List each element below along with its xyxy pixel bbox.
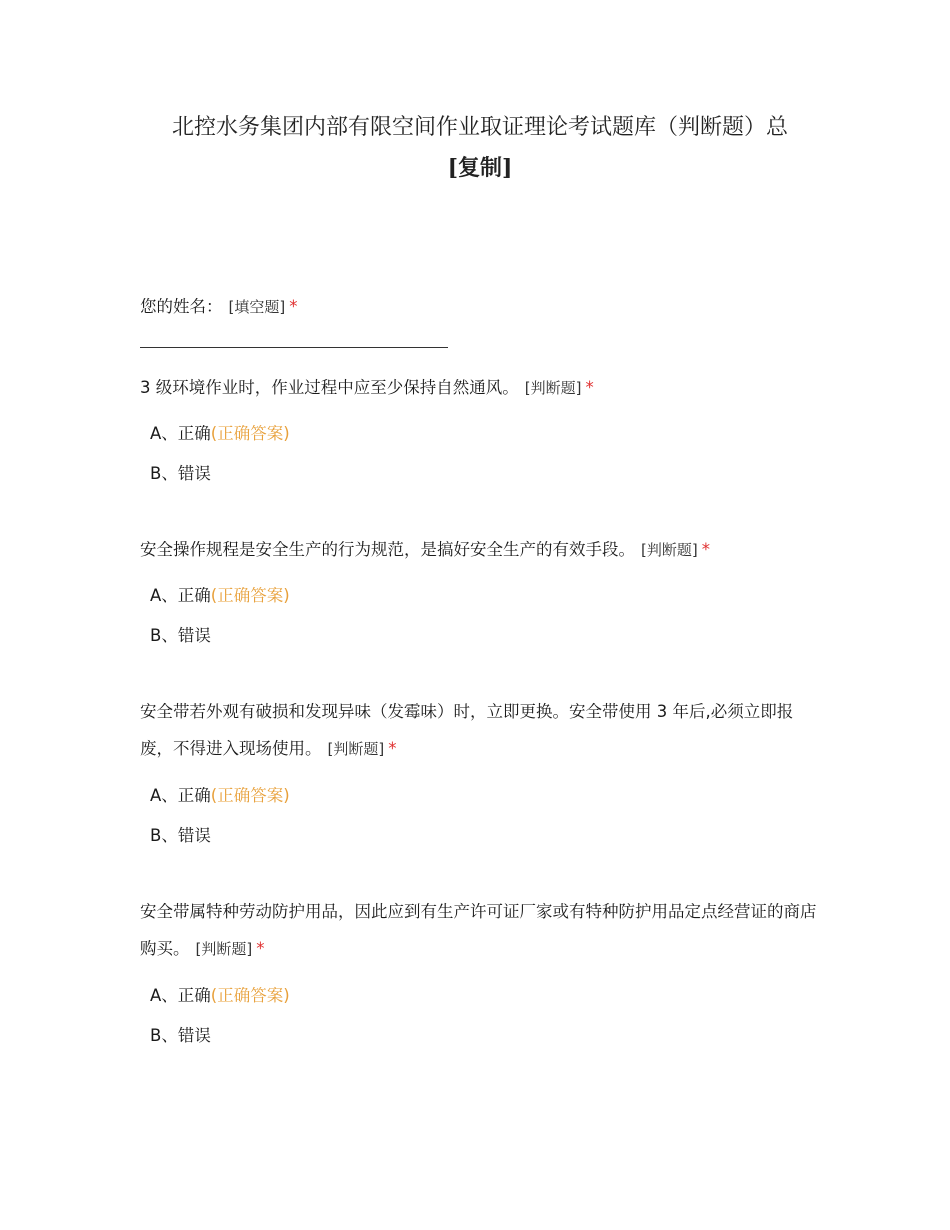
required-mark: * bbox=[256, 939, 265, 958]
option-label: B、错误 bbox=[150, 1026, 211, 1045]
question-type-tag: [判断题] bbox=[641, 541, 698, 559]
required-mark: * bbox=[585, 378, 594, 397]
correct-answer-note: (正确答案) bbox=[210, 986, 290, 1005]
option-label: A、正确 bbox=[150, 986, 211, 1005]
question-3 bbox=[140, 693, 820, 768]
question-text: 安全带若外观有破损和发现异味（发霉味）时，立即更换。安全带使用 3 年后,必须立即报废，不得进入现场使用。 bbox=[140, 702, 794, 758]
title-suffix: [复制] bbox=[447, 155, 513, 181]
option-a[interactable] bbox=[150, 784, 290, 808]
option-label: B、错误 bbox=[150, 626, 211, 645]
correct-answer-note: (正确答案) bbox=[210, 424, 290, 443]
question-1 bbox=[140, 369, 820, 407]
question-type-tag: [判断题] bbox=[327, 740, 385, 758]
title-main: 北控水务集团内部有限空间作业取证理论考试题库（判断题）总 bbox=[171, 115, 788, 140]
name-question bbox=[140, 288, 820, 326]
correct-answer-note: (正确答案) bbox=[210, 586, 290, 605]
correct-answer-note: (正确答案) bbox=[210, 786, 290, 805]
option-label: A、正确 bbox=[150, 786, 211, 805]
option-b[interactable] bbox=[150, 624, 211, 648]
option-b[interactable] bbox=[150, 824, 211, 848]
question-text: 安全操作规程是安全生产的行为规范，是搞好安全生产的有效手段。 bbox=[140, 540, 635, 559]
question-2 bbox=[140, 531, 820, 569]
option-label: B、错误 bbox=[150, 464, 211, 483]
question-text: 3 级环境作业时，作业过程中应至少保持自然通风。 bbox=[140, 378, 519, 397]
question-type-tag: [判断题] bbox=[524, 379, 582, 397]
option-b[interactable] bbox=[150, 462, 211, 486]
option-label: A、正确 bbox=[150, 586, 211, 605]
question-type-tag: [填空题] bbox=[228, 298, 286, 316]
question-type-tag: [判断题] bbox=[195, 940, 253, 958]
question-text: 您的姓名： bbox=[140, 297, 223, 316]
name-answer-blank[interactable] bbox=[140, 347, 448, 348]
option-label: A、正确 bbox=[150, 424, 211, 443]
option-label: B、错误 bbox=[150, 826, 211, 845]
required-mark: * bbox=[289, 297, 298, 316]
option-a[interactable] bbox=[150, 984, 290, 1008]
page-title bbox=[160, 108, 800, 189]
question-text: 安全带属特种劳动防护用品，因此应到有生产许可证厂家或有特种防护用品定点经营证的商店购买。 bbox=[140, 902, 817, 958]
option-b[interactable] bbox=[150, 1024, 211, 1048]
required-mark: * bbox=[701, 540, 710, 559]
option-a[interactable] bbox=[150, 584, 290, 608]
question-4 bbox=[140, 893, 820, 968]
required-mark: * bbox=[388, 739, 397, 758]
option-a[interactable] bbox=[150, 422, 290, 446]
